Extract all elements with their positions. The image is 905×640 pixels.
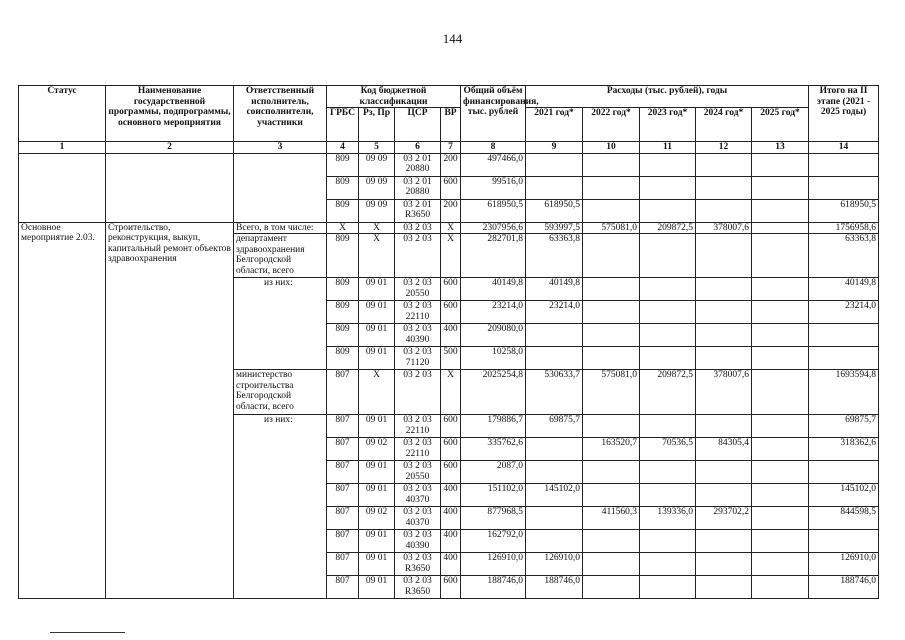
header-itogo: Итого на II этапе (2021 - 2025 годы) xyxy=(809,86,879,142)
cell-csr: 03 2 03 40370 xyxy=(395,484,441,507)
cell-2023 xyxy=(640,553,696,576)
cell-grbs: 809 xyxy=(327,301,359,324)
column-number: 11 xyxy=(640,142,696,154)
cell-2025 xyxy=(752,301,809,324)
cell-grbs: X xyxy=(327,222,359,234)
cell-csr: 03 2 03 xyxy=(395,370,441,415)
cell-responsible: из них: xyxy=(234,278,327,370)
cell-2022 xyxy=(583,484,640,507)
cell-total: 335762,6 xyxy=(461,438,526,461)
cell-2024 xyxy=(696,199,752,222)
header-year-2025: 2025 год* xyxy=(752,108,809,142)
cell-total: 2307956,6 xyxy=(461,222,526,234)
cell-2021: 126910,0 xyxy=(526,553,583,576)
cell-vr: 400 xyxy=(441,507,461,530)
cell-2024 xyxy=(696,176,752,199)
cell-2022 xyxy=(583,234,640,278)
header-budget-code: Код бюджетной классификации xyxy=(327,86,461,108)
column-number: 7 xyxy=(441,142,461,154)
cell-grbs: 809 xyxy=(327,153,359,176)
cell-2023 xyxy=(640,324,696,347)
cell-2022 xyxy=(583,199,640,222)
cell-grbs: 807 xyxy=(327,553,359,576)
cell-itogo: 40149,8 xyxy=(809,278,879,301)
cell-csr: 03 2 03 71120 xyxy=(395,347,441,370)
cell-2022 xyxy=(583,347,640,370)
cell-grbs: 807 xyxy=(327,507,359,530)
cell-rzpr: 09 01 xyxy=(359,278,395,301)
cell-itogo xyxy=(809,324,879,347)
cell-status: Основное мероприятие 2.03. xyxy=(19,222,106,599)
cell-rzpr: 09 02 xyxy=(359,438,395,461)
column-number: 9 xyxy=(526,142,583,154)
footnote-divider xyxy=(50,632,125,633)
cell-grbs: 809 xyxy=(327,278,359,301)
column-number: 13 xyxy=(752,142,809,154)
cell-2023 xyxy=(640,199,696,222)
cell-2023 xyxy=(640,234,696,278)
cell-total: 209080,0 xyxy=(461,324,526,347)
cell-vr: 400 xyxy=(441,484,461,507)
cell-2025 xyxy=(752,234,809,278)
cell-2025 xyxy=(752,222,809,234)
cell-vr: X xyxy=(441,222,461,234)
cell-2024 xyxy=(696,415,752,438)
cell-itogo: 23214,0 xyxy=(809,301,879,324)
cell-2025 xyxy=(752,278,809,301)
cell-responsible: министерство строительства Белгородской области, всего xyxy=(234,370,327,415)
cell-itogo: 844598,5 xyxy=(809,507,879,530)
cell-total: 151102,0 xyxy=(461,484,526,507)
cell-csr: 03 2 01 R3650 xyxy=(395,199,441,222)
cell-responsible: Всего, в том числе: xyxy=(234,222,327,234)
cell-2021: 69875,7 xyxy=(526,415,583,438)
header-grbs: ГРБС xyxy=(327,108,359,142)
cell-2021: 618950,5 xyxy=(526,199,583,222)
header-name: Наименование государственной программы, подпрограммы, основного мероприятия xyxy=(106,86,234,142)
cell-2023 xyxy=(640,153,696,176)
cell-rzpr: 09 01 xyxy=(359,324,395,347)
column-number: 8 xyxy=(461,142,526,154)
cell-itogo: 63363,8 xyxy=(809,234,879,278)
cell-csr: 03 2 03 R3650 xyxy=(395,553,441,576)
cell-total: 162792,0 xyxy=(461,530,526,553)
cell-total: 2087,0 xyxy=(461,461,526,484)
cell-vr: 600 xyxy=(441,461,461,484)
cell-rzpr: 09 01 xyxy=(359,553,395,576)
cell-2025 xyxy=(752,153,809,176)
cell-grbs: 809 xyxy=(327,176,359,199)
header-rzpr: Рз, Пр xyxy=(359,108,395,142)
cell-2021 xyxy=(526,530,583,553)
cell-2023 xyxy=(640,347,696,370)
cell-2025 xyxy=(752,461,809,484)
cell-total: 40149,8 xyxy=(461,278,526,301)
cell-2025 xyxy=(752,530,809,553)
cell-total: 99516,0 xyxy=(461,176,526,199)
cell-2024 xyxy=(696,324,752,347)
cell-rzpr: 09 09 xyxy=(359,176,395,199)
header-csr: ЦСР xyxy=(395,108,441,142)
cell-2024 xyxy=(696,576,752,599)
cell-itogo: 188746,0 xyxy=(809,576,879,599)
cell-2021 xyxy=(526,324,583,347)
cell-2022 xyxy=(583,553,640,576)
cell-2021: 145102,0 xyxy=(526,484,583,507)
cell-2024 xyxy=(696,234,752,278)
cell-csr: 03 2 01 20880 xyxy=(395,153,441,176)
cell-itogo: 69875,7 xyxy=(809,415,879,438)
column-number: 4 xyxy=(327,142,359,154)
cell-2022 xyxy=(583,301,640,324)
cell-2024 xyxy=(696,484,752,507)
cell-2023 xyxy=(640,484,696,507)
cell-csr: 03 2 03 22110 xyxy=(395,438,441,461)
header-total: Общий объём финансирования, тыс. рублей xyxy=(461,86,526,142)
cell-responsible: из них: xyxy=(234,415,327,599)
cell-csr: 03 2 03 20550 xyxy=(395,461,441,484)
cell-vr: 400 xyxy=(441,530,461,553)
cell-2021: 40149,8 xyxy=(526,278,583,301)
cell-2022 xyxy=(583,530,640,553)
cell-total: 282701,8 xyxy=(461,234,526,278)
cell-2023: 209872,5 xyxy=(640,370,696,415)
cell-2024: 378007,6 xyxy=(696,222,752,234)
cell-csr: 03 2 01 20880 xyxy=(395,176,441,199)
header-year-2022: 2022 год* xyxy=(583,108,640,142)
cell-itogo xyxy=(809,530,879,553)
column-number: 2 xyxy=(106,142,234,154)
cell-2021: 530633,7 xyxy=(526,370,583,415)
cell-2025 xyxy=(752,438,809,461)
table-row xyxy=(19,153,879,176)
cell-responsible: департамент здравоохранения Белгородской области, всего xyxy=(234,234,327,278)
column-number: 10 xyxy=(583,142,640,154)
cell-total: 10258,0 xyxy=(461,347,526,370)
cell-2021 xyxy=(526,153,583,176)
cell-2023 xyxy=(640,176,696,199)
cell-grbs: 809 xyxy=(327,324,359,347)
header-status: Статус xyxy=(19,86,106,142)
cell-rzpr: 09 09 xyxy=(359,199,395,222)
page-number: 144 xyxy=(442,31,463,46)
cell-2021: 23214,0 xyxy=(526,301,583,324)
column-number: 1 xyxy=(19,142,106,154)
header-year-2024: 2024 год* xyxy=(696,108,752,142)
cell-rzpr: X xyxy=(359,234,395,278)
cell-2025 xyxy=(752,576,809,599)
cell-rzpr: X xyxy=(359,222,395,234)
cell-total: 618950,5 xyxy=(461,199,526,222)
cell-2024 xyxy=(696,278,752,301)
cell-itogo xyxy=(809,153,879,176)
cell-total: 126910,0 xyxy=(461,553,526,576)
cell-2021 xyxy=(526,438,583,461)
cell-2024 xyxy=(696,553,752,576)
cell-2023 xyxy=(640,461,696,484)
cell-2025 xyxy=(752,324,809,347)
cell-rzpr: 09 01 xyxy=(359,530,395,553)
header-expenses: Расходы (тыс. рублей), годы xyxy=(526,86,809,108)
cell-2022 xyxy=(583,176,640,199)
cell-2022: 575081,0 xyxy=(583,222,640,234)
cell-vr: 600 xyxy=(441,576,461,599)
cell-2025 xyxy=(752,199,809,222)
cell-itogo xyxy=(809,461,879,484)
cell-csr: 03 2 03 22110 xyxy=(395,415,441,438)
cell-rzpr: 09 01 xyxy=(359,461,395,484)
cell-2024: 84305,4 xyxy=(696,438,752,461)
cell-2025 xyxy=(752,553,809,576)
cell-status xyxy=(19,153,106,222)
header-responsible: Ответственный исполнитель, соисполнители, участники xyxy=(234,86,327,142)
cell-vr: 200 xyxy=(441,153,461,176)
cell-csr: 03 2 03 R3650 xyxy=(395,576,441,599)
cell-vr: X xyxy=(441,370,461,415)
cell-csr: 03 2 03 20550 xyxy=(395,278,441,301)
cell-vr: 400 xyxy=(441,324,461,347)
cell-csr: 03 2 03 xyxy=(395,234,441,278)
cell-vr: 200 xyxy=(441,199,461,222)
cell-itogo: 145102,0 xyxy=(809,484,879,507)
cell-2022 xyxy=(583,461,640,484)
cell-vr: 400 xyxy=(441,553,461,576)
cell-2021: 188746,0 xyxy=(526,576,583,599)
cell-grbs: 809 xyxy=(327,347,359,370)
cell-grbs: 807 xyxy=(327,415,359,438)
cell-rzpr: 09 01 xyxy=(359,484,395,507)
cell-grbs: 807 xyxy=(327,576,359,599)
cell-2024: 378007,6 xyxy=(696,370,752,415)
cell-rzpr: 09 01 xyxy=(359,301,395,324)
cell-total: 877968,5 xyxy=(461,507,526,530)
cell-total: 497466,0 xyxy=(461,153,526,176)
cell-2025 xyxy=(752,176,809,199)
cell-2025 xyxy=(752,415,809,438)
cell-vr: 600 xyxy=(441,438,461,461)
cell-2022 xyxy=(583,576,640,599)
cell-rzpr: 09 01 xyxy=(359,415,395,438)
header-year-2023: 2023 год* xyxy=(640,108,696,142)
cell-2022 xyxy=(583,415,640,438)
column-number-row xyxy=(19,142,879,154)
header-year-2021: 2021 год* xyxy=(526,108,583,142)
cell-2023: 209872,5 xyxy=(640,222,696,234)
cell-2025 xyxy=(752,370,809,415)
cell-2021 xyxy=(526,461,583,484)
cell-rzpr: X xyxy=(359,370,395,415)
cell-vr: 600 xyxy=(441,278,461,301)
cell-2023 xyxy=(640,530,696,553)
cell-vr: 600 xyxy=(441,415,461,438)
cell-grbs: 807 xyxy=(327,370,359,415)
cell-total: 2025254,8 xyxy=(461,370,526,415)
cell-total: 23214,0 xyxy=(461,301,526,324)
cell-rzpr: 09 01 xyxy=(359,576,395,599)
cell-csr: 03 2 03 40390 xyxy=(395,324,441,347)
cell-itogo: 1756958,6 xyxy=(809,222,879,234)
cell-2021: 63363,8 xyxy=(526,234,583,278)
cell-vr: 600 xyxy=(441,301,461,324)
column-number: 14 xyxy=(809,142,879,154)
cell-grbs: 807 xyxy=(327,530,359,553)
cell-2021 xyxy=(526,507,583,530)
cell-2024 xyxy=(696,530,752,553)
cell-csr: 03 2 03 22110 xyxy=(395,301,441,324)
cell-grbs: 807 xyxy=(327,438,359,461)
cell-rzpr: 09 02 xyxy=(359,507,395,530)
cell-2023 xyxy=(640,278,696,301)
cell-rzpr: 09 01 xyxy=(359,347,395,370)
cell-itogo: 318362,6 xyxy=(809,438,879,461)
cell-2023 xyxy=(640,415,696,438)
cell-2025 xyxy=(752,347,809,370)
cell-2024 xyxy=(696,461,752,484)
cell-csr: 03 2 03 xyxy=(395,222,441,234)
cell-2021 xyxy=(526,176,583,199)
cell-2022: 411560,3 xyxy=(583,507,640,530)
cell-2022: 575081,0 xyxy=(583,370,640,415)
cell-vr: X xyxy=(441,234,461,278)
cell-2022 xyxy=(583,153,640,176)
table-row xyxy=(19,222,879,234)
cell-itogo xyxy=(809,347,879,370)
cell-2024: 293702,2 xyxy=(696,507,752,530)
cell-2021: 593997,5 xyxy=(526,222,583,234)
budget-table xyxy=(18,85,879,599)
cell-2024 xyxy=(696,153,752,176)
cell-itogo: 1693594,8 xyxy=(809,370,879,415)
cell-2025 xyxy=(752,507,809,530)
cell-name xyxy=(106,153,234,222)
cell-grbs: 809 xyxy=(327,234,359,278)
cell-2023: 70536,5 xyxy=(640,438,696,461)
cell-itogo xyxy=(809,176,879,199)
cell-itogo: 618950,5 xyxy=(809,199,879,222)
column-number: 6 xyxy=(395,142,441,154)
cell-grbs: 809 xyxy=(327,199,359,222)
cell-total: 179886,7 xyxy=(461,415,526,438)
cell-2023 xyxy=(640,576,696,599)
cell-name: Строительство, реконструкция, выкуп, капитальный ремонт объектов здравоохранения xyxy=(106,222,234,599)
cell-2024 xyxy=(696,347,752,370)
cell-responsible xyxy=(234,153,327,222)
cell-2023: 139336,0 xyxy=(640,507,696,530)
cell-rzpr: 09 09 xyxy=(359,153,395,176)
cell-grbs: 807 xyxy=(327,484,359,507)
column-number: 12 xyxy=(696,142,752,154)
cell-2022: 163520,7 xyxy=(583,438,640,461)
cell-2025 xyxy=(752,484,809,507)
column-number: 5 xyxy=(359,142,395,154)
cell-2021 xyxy=(526,347,583,370)
cell-2024 xyxy=(696,301,752,324)
cell-vr: 600 xyxy=(441,176,461,199)
cell-itogo: 126910,0 xyxy=(809,553,879,576)
cell-grbs: 807 xyxy=(327,461,359,484)
column-number: 3 xyxy=(234,142,327,154)
cell-2022 xyxy=(583,324,640,347)
cell-csr: 03 2 03 40390 xyxy=(395,530,441,553)
cell-2023 xyxy=(640,301,696,324)
cell-2022 xyxy=(583,278,640,301)
cell-csr: 03 2 03 40370 xyxy=(395,507,441,530)
cell-total: 188746,0 xyxy=(461,576,526,599)
cell-vr: 500 xyxy=(441,347,461,370)
header-vr: ВР xyxy=(441,108,461,142)
